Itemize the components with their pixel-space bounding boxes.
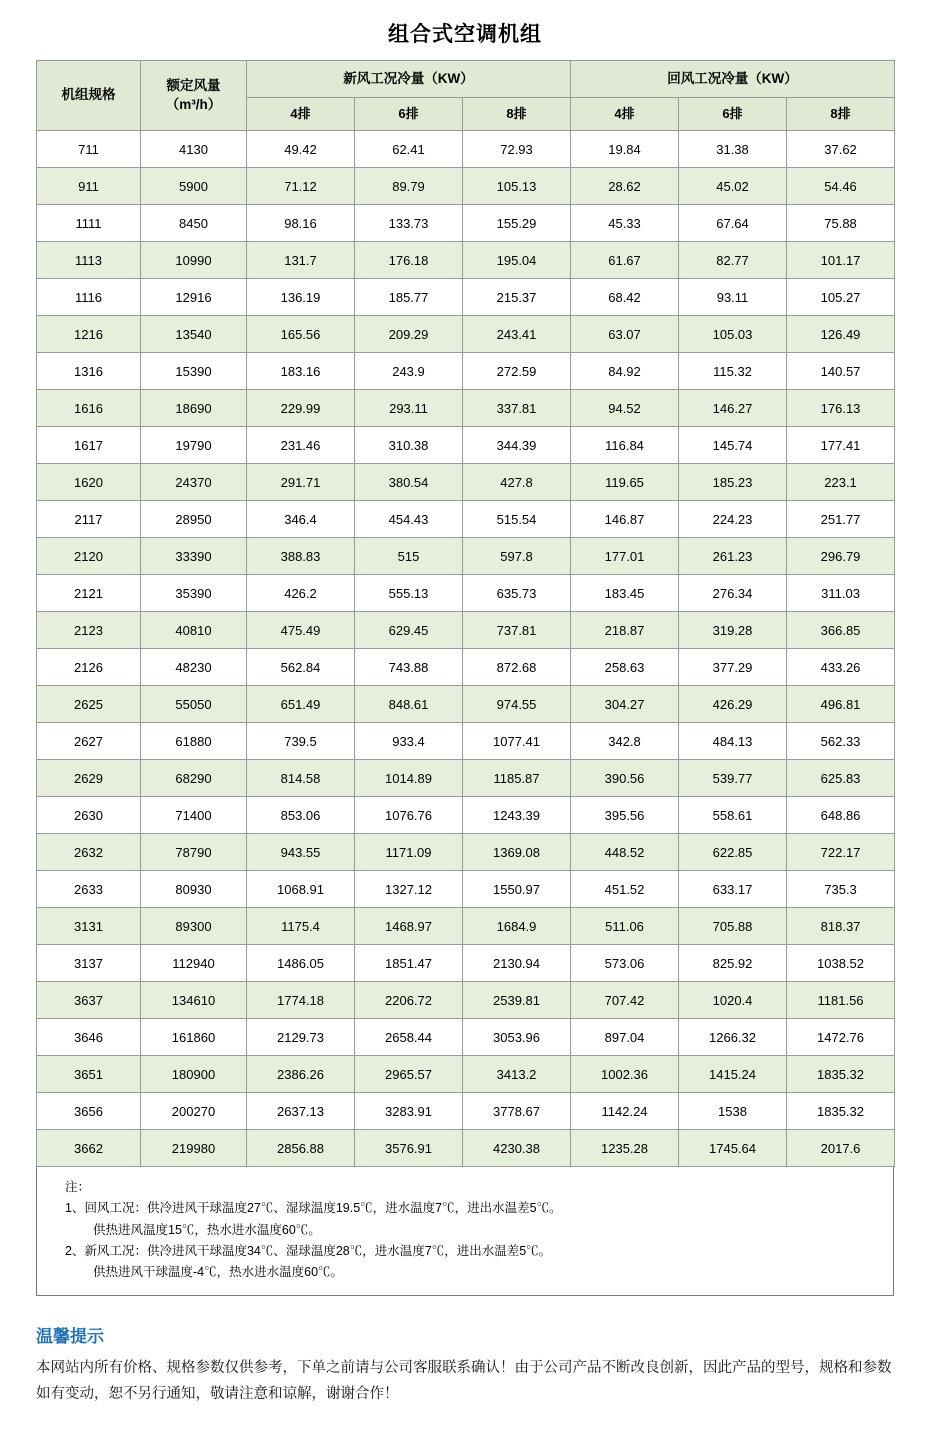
cell-capacity: 224.23	[679, 501, 787, 538]
cell-airflow: 40810	[141, 612, 247, 649]
cell-capacity: 310.38	[355, 427, 463, 464]
tips-block	[36, 1322, 894, 1431]
table-row	[37, 464, 895, 501]
cell-model: 2126	[37, 649, 141, 686]
cell-capacity: 3053.96	[463, 1019, 571, 1056]
cell-model: 2120	[37, 538, 141, 575]
cell-capacity: 848.61	[355, 686, 463, 723]
cell-capacity: 94.52	[571, 390, 679, 427]
cell-airflow: 10990	[141, 242, 247, 279]
table-row	[37, 797, 895, 834]
cell-capacity: 165.56	[247, 316, 355, 353]
cell-model: 3137	[37, 945, 141, 982]
cell-airflow: 15390	[141, 353, 247, 390]
cell-capacity: 2129.73	[247, 1019, 355, 1056]
cell-capacity: 390.56	[571, 760, 679, 797]
page-title: 组合式空调机组	[388, 23, 542, 46]
cell-capacity: 19.84	[571, 131, 679, 168]
cell-capacity: 84.92	[571, 353, 679, 390]
cell-capacity: 1415.24	[679, 1056, 787, 1093]
cell-capacity: 562.84	[247, 649, 355, 686]
cell-capacity: 49.42	[247, 131, 355, 168]
cell-airflow: 134610	[141, 982, 247, 1019]
cell-model: 3131	[37, 908, 141, 945]
cell-capacity: 115.32	[679, 353, 787, 390]
cell-capacity: 276.34	[679, 575, 787, 612]
cell-capacity: 176.18	[355, 242, 463, 279]
cell-model: 911	[37, 168, 141, 205]
cell-capacity: 629.45	[355, 612, 463, 649]
table-row	[37, 723, 895, 760]
cell-capacity: 814.58	[247, 760, 355, 797]
cell-capacity: 1068.91	[247, 871, 355, 908]
cell-capacity: 155.29	[463, 205, 571, 242]
cell-capacity: 2017.6	[787, 1130, 895, 1167]
cell-capacity: 251.77	[787, 501, 895, 538]
cell-capacity: 484.13	[679, 723, 787, 760]
table-row	[37, 390, 895, 427]
cell-capacity: 818.37	[787, 908, 895, 945]
cell-capacity: 448.52	[571, 834, 679, 871]
cell-capacity: 2206.72	[355, 982, 463, 1019]
table-row	[37, 501, 895, 538]
cell-capacity: 185.23	[679, 464, 787, 501]
notes-line-4: 供热进风干球温度-4℃，热水进水温度60℃。	[93, 1265, 344, 1279]
header-return-8row: 8排	[787, 98, 895, 131]
table-row	[37, 168, 895, 205]
cell-capacity: 98.16	[247, 205, 355, 242]
cell-capacity: 3576.91	[355, 1130, 463, 1167]
header-model: 机组规格	[37, 61, 141, 131]
cell-capacity: 1835.32	[787, 1056, 895, 1093]
table-row	[37, 538, 895, 575]
cell-capacity: 705.88	[679, 908, 787, 945]
cell-capacity: 722.17	[787, 834, 895, 871]
cell-capacity: 346.4	[247, 501, 355, 538]
header-return-4row: 4排	[571, 98, 679, 131]
cell-capacity: 366.85	[787, 612, 895, 649]
table-row	[37, 834, 895, 871]
cell-airflow: 18690	[141, 390, 247, 427]
table-row	[37, 316, 895, 353]
cell-capacity: 31.38	[679, 131, 787, 168]
cell-capacity: 28.62	[571, 168, 679, 205]
cell-capacity: 344.39	[463, 427, 571, 464]
table-row	[37, 982, 895, 1019]
cell-capacity: 622.85	[679, 834, 787, 871]
cell-capacity: 558.61	[679, 797, 787, 834]
table-row	[37, 686, 895, 723]
table-header-row-group	[37, 61, 895, 98]
cell-model: 1316	[37, 353, 141, 390]
cell-capacity: 1076.76	[355, 797, 463, 834]
cell-capacity: 511.06	[571, 908, 679, 945]
cell-model: 1617	[37, 427, 141, 464]
cell-capacity: 176.13	[787, 390, 895, 427]
cell-capacity: 183.16	[247, 353, 355, 390]
cell-capacity: 140.57	[787, 353, 895, 390]
header-airflow-line2: （m³/h）	[165, 96, 222, 112]
cell-capacity: 539.77	[679, 760, 787, 797]
cell-airflow: 33390	[141, 538, 247, 575]
header-fresh-6row: 6排	[355, 98, 463, 131]
notes-line-2: 供热进风温度15℃，热水进水温度60℃。	[93, 1222, 321, 1237]
cell-airflow: 55050	[141, 686, 247, 723]
table-row	[37, 612, 895, 649]
table-row	[37, 945, 895, 982]
cell-capacity: 475.49	[247, 612, 355, 649]
cell-capacity: 2130.94	[463, 945, 571, 982]
cell-model: 2627	[37, 723, 141, 760]
cell-airflow: 161860	[141, 1019, 247, 1056]
cell-capacity: 1550.97	[463, 871, 571, 908]
table-row	[37, 1019, 895, 1056]
cell-airflow: 8450	[141, 205, 247, 242]
cell-capacity: 82.77	[679, 242, 787, 279]
cell-capacity: 1020.4	[679, 982, 787, 1019]
cell-model: 2630	[37, 797, 141, 834]
cell-capacity: 377.29	[679, 649, 787, 686]
cell-airflow: 219980	[141, 1130, 247, 1167]
cell-capacity: 116.84	[571, 427, 679, 464]
cell-model: 2629	[37, 760, 141, 797]
cell-capacity: 426.29	[679, 686, 787, 723]
cell-capacity: 395.56	[571, 797, 679, 834]
cell-capacity: 183.45	[571, 575, 679, 612]
table-row	[37, 1093, 895, 1130]
cell-capacity: 555.13	[355, 575, 463, 612]
cell-capacity: 243.9	[355, 353, 463, 390]
cell-capacity: 293.11	[355, 390, 463, 427]
cell-capacity: 72.93	[463, 131, 571, 168]
cell-capacity: 4230.38	[463, 1130, 571, 1167]
cell-airflow: 12916	[141, 279, 247, 316]
table-row	[37, 575, 895, 612]
cell-capacity: 291.71	[247, 464, 355, 501]
table-header	[37, 61, 895, 131]
cell-capacity: 2965.57	[355, 1056, 463, 1093]
cell-airflow: 48230	[141, 649, 247, 686]
cell-capacity: 68.42	[571, 279, 679, 316]
cell-model: 3651	[37, 1056, 141, 1093]
cell-capacity: 825.92	[679, 945, 787, 982]
cell-capacity: 1745.64	[679, 1130, 787, 1167]
cell-capacity: 1538	[679, 1093, 787, 1130]
cell-capacity: 261.23	[679, 538, 787, 575]
table-row	[37, 427, 895, 464]
cell-capacity: 451.52	[571, 871, 679, 908]
cell-capacity: 105.27	[787, 279, 895, 316]
notes-block	[36, 1167, 894, 1296]
cell-capacity: 218.87	[571, 612, 679, 649]
cell-model: 3662	[37, 1130, 141, 1167]
tips-title: 温馨提示	[36, 1327, 104, 1347]
cell-capacity: 195.04	[463, 242, 571, 279]
cell-capacity: 1014.89	[355, 760, 463, 797]
cell-capacity: 337.81	[463, 390, 571, 427]
cell-model: 1111	[37, 205, 141, 242]
cell-capacity: 145.74	[679, 427, 787, 464]
cell-capacity: 1185.87	[463, 760, 571, 797]
cell-capacity: 1181.56	[787, 982, 895, 1019]
cell-capacity: 101.17	[787, 242, 895, 279]
cell-capacity: 625.83	[787, 760, 895, 797]
cell-capacity: 93.11	[679, 279, 787, 316]
cell-model: 1116	[37, 279, 141, 316]
cell-capacity: 131.7	[247, 242, 355, 279]
cell-capacity: 45.02	[679, 168, 787, 205]
cell-capacity: 105.03	[679, 316, 787, 353]
cell-airflow: 35390	[141, 575, 247, 612]
cell-capacity: 272.59	[463, 353, 571, 390]
cell-model: 3656	[37, 1093, 141, 1130]
cell-capacity: 1851.47	[355, 945, 463, 982]
header-fresh-air: 新风工况冷量（KW）	[247, 61, 571, 98]
cell-capacity: 1077.41	[463, 723, 571, 760]
cell-model: 1216	[37, 316, 141, 353]
cell-capacity: 427.8	[463, 464, 571, 501]
cell-capacity: 1327.12	[355, 871, 463, 908]
cell-capacity: 974.55	[463, 686, 571, 723]
cell-capacity: 739.5	[247, 723, 355, 760]
cell-model: 2121	[37, 575, 141, 612]
cell-capacity: 426.2	[247, 575, 355, 612]
cell-capacity: 37.62	[787, 131, 895, 168]
cell-model: 3637	[37, 982, 141, 1019]
cell-capacity: 185.77	[355, 279, 463, 316]
table-row	[37, 649, 895, 686]
cell-capacity: 1175.4	[247, 908, 355, 945]
cell-capacity: 223.1	[787, 464, 895, 501]
cell-airflow: 28950	[141, 501, 247, 538]
cell-model: 1616	[37, 390, 141, 427]
table-row	[37, 1130, 895, 1167]
cell-airflow: 13540	[141, 316, 247, 353]
cell-model: 3646	[37, 1019, 141, 1056]
cell-capacity: 3283.91	[355, 1093, 463, 1130]
header-airflow-line1: 额定风量	[166, 78, 221, 94]
table-row	[37, 353, 895, 390]
cell-capacity: 1774.18	[247, 982, 355, 1019]
cell-capacity: 562.33	[787, 723, 895, 760]
cell-capacity: 1835.32	[787, 1093, 895, 1130]
cell-model: 2117	[37, 501, 141, 538]
table-row	[37, 131, 895, 168]
cell-capacity: 136.19	[247, 279, 355, 316]
cell-capacity: 296.79	[787, 538, 895, 575]
cell-capacity: 2637.13	[247, 1093, 355, 1130]
cell-capacity: 1142.24	[571, 1093, 679, 1130]
cell-capacity: 454.43	[355, 501, 463, 538]
table-row	[37, 242, 895, 279]
cell-capacity: 651.49	[247, 686, 355, 723]
cell-capacity: 61.67	[571, 242, 679, 279]
cell-capacity: 1486.05	[247, 945, 355, 982]
cell-capacity: 243.41	[463, 316, 571, 353]
notes-line-3: 2、新风工况：供冷进风干球温度34℃、湿球温度28℃，进水温度7℃，进出水温差5℃。	[65, 1243, 552, 1258]
cell-capacity: 67.64	[679, 205, 787, 242]
cell-capacity: 515.54	[463, 501, 571, 538]
cell-capacity: 735.3	[787, 871, 895, 908]
cell-model: 2632	[37, 834, 141, 871]
cell-capacity: 75.88	[787, 205, 895, 242]
cell-airflow: 112940	[141, 945, 247, 982]
cell-capacity: 3413.2	[463, 1056, 571, 1093]
header-fresh-4row: 4排	[247, 98, 355, 131]
header-airflow	[141, 61, 247, 131]
cell-airflow: 180900	[141, 1056, 247, 1093]
cell-capacity: 1038.52	[787, 945, 895, 982]
header-fresh-8row: 8排	[463, 98, 571, 131]
cell-capacity: 215.37	[463, 279, 571, 316]
cell-model: 2123	[37, 612, 141, 649]
cell-capacity: 126.49	[787, 316, 895, 353]
table-row	[37, 871, 895, 908]
cell-capacity: 743.88	[355, 649, 463, 686]
cell-capacity: 177.01	[571, 538, 679, 575]
cell-capacity: 258.63	[571, 649, 679, 686]
cell-capacity: 1472.76	[787, 1019, 895, 1056]
cell-capacity: 209.29	[355, 316, 463, 353]
cell-model: 1113	[37, 242, 141, 279]
cell-capacity: 1369.08	[463, 834, 571, 871]
cell-airflow: 24370	[141, 464, 247, 501]
cell-capacity: 304.27	[571, 686, 679, 723]
cell-capacity: 633.17	[679, 871, 787, 908]
cell-capacity: 380.54	[355, 464, 463, 501]
cell-capacity: 648.86	[787, 797, 895, 834]
cell-capacity: 229.99	[247, 390, 355, 427]
cell-capacity: 388.83	[247, 538, 355, 575]
cell-capacity: 597.8	[463, 538, 571, 575]
cell-capacity: 45.33	[571, 205, 679, 242]
table-row	[37, 760, 895, 797]
cell-capacity: 146.27	[679, 390, 787, 427]
cell-capacity: 943.55	[247, 834, 355, 871]
cell-airflow: 89300	[141, 908, 247, 945]
cell-capacity: 573.06	[571, 945, 679, 982]
cell-airflow: 19790	[141, 427, 247, 464]
cell-capacity: 2658.44	[355, 1019, 463, 1056]
header-return-air: 回风工况冷量（KW）	[571, 61, 895, 98]
spec-table	[36, 60, 895, 1167]
cell-capacity: 1266.32	[679, 1019, 787, 1056]
cell-capacity: 515	[355, 538, 463, 575]
cell-airflow: 200270	[141, 1093, 247, 1130]
cell-capacity: 3778.67	[463, 1093, 571, 1130]
cell-model: 2625	[37, 686, 141, 723]
cell-capacity: 63.07	[571, 316, 679, 353]
cell-capacity: 62.41	[355, 131, 463, 168]
table-body	[37, 131, 895, 1167]
table-row	[37, 1056, 895, 1093]
cell-capacity: 933.4	[355, 723, 463, 760]
cell-capacity: 231.46	[247, 427, 355, 464]
cell-capacity: 635.73	[463, 575, 571, 612]
cell-capacity: 2539.81	[463, 982, 571, 1019]
cell-capacity: 311.03	[787, 575, 895, 612]
cell-capacity: 1684.9	[463, 908, 571, 945]
cell-airflow: 5900	[141, 168, 247, 205]
cell-airflow: 61880	[141, 723, 247, 760]
table-row	[37, 279, 895, 316]
cell-capacity: 54.46	[787, 168, 895, 205]
cell-capacity: 146.87	[571, 501, 679, 538]
cell-model: 1620	[37, 464, 141, 501]
cell-capacity: 342.8	[571, 723, 679, 760]
notes-heading: 注：	[65, 1180, 91, 1194]
cell-capacity: 1468.97	[355, 908, 463, 945]
table-row	[37, 908, 895, 945]
cell-capacity: 897.04	[571, 1019, 679, 1056]
table-row	[37, 205, 895, 242]
cell-capacity: 737.81	[463, 612, 571, 649]
cell-capacity: 89.79	[355, 168, 463, 205]
cell-capacity: 496.81	[787, 686, 895, 723]
cell-airflow: 68290	[141, 760, 247, 797]
cell-capacity: 133.73	[355, 205, 463, 242]
notes-line-1: 1、回风工况：供冷进风干球温度27℃、湿球温度19.5℃，进水温度7℃，进出水温差5℃。	[65, 1201, 562, 1216]
cell-airflow: 80930	[141, 871, 247, 908]
cell-airflow: 78790	[141, 834, 247, 871]
cell-capacity: 319.28	[679, 612, 787, 649]
cell-capacity: 2856.88	[247, 1130, 355, 1167]
cell-capacity: 707.42	[571, 982, 679, 1019]
cell-model: 711	[37, 131, 141, 168]
cell-capacity: 1002.36	[571, 1056, 679, 1093]
cell-capacity: 1171.09	[355, 834, 463, 871]
cell-capacity: 71.12	[247, 168, 355, 205]
cell-capacity: 1235.28	[571, 1130, 679, 1167]
cell-capacity: 105.13	[463, 168, 571, 205]
header-return-6row: 6排	[679, 98, 787, 131]
cell-model: 2633	[37, 871, 141, 908]
cell-airflow: 4130	[141, 131, 247, 168]
cell-capacity: 119.65	[571, 464, 679, 501]
cell-capacity: 853.06	[247, 797, 355, 834]
cell-capacity: 2386.26	[247, 1056, 355, 1093]
cell-capacity: 1243.39	[463, 797, 571, 834]
cell-capacity: 872.68	[463, 649, 571, 686]
cell-airflow: 71400	[141, 797, 247, 834]
cell-capacity: 433.26	[787, 649, 895, 686]
tips-body: 本网站内所有价格、规格参数仅供参考，下单之前请与公司客服联系确认！由于公司产品不断改良创新，因此产品的型号，规格和参数如有变动，恕不另行通知，敬请注意和谅解，谢谢合作！	[36, 1360, 892, 1403]
cell-capacity: 177.41	[787, 427, 895, 464]
